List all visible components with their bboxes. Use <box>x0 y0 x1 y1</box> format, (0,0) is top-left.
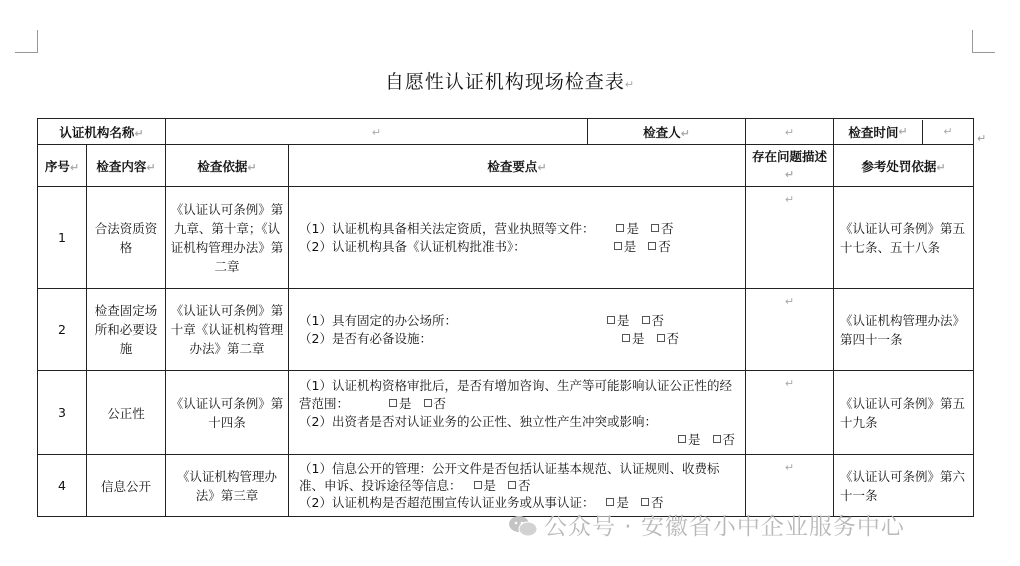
row-basis: 《认证认可条例》第九章、第十章；《认证机构管理办法》第二章 <box>166 187 289 289</box>
org-name-label: 认证机构名称↵ <box>38 119 166 145</box>
row-content: 检查固定场所和必要设施 <box>87 289 166 371</box>
col-no: 序号↵ <box>38 145 87 187</box>
inspection-table <box>37 118 974 517</box>
yes-checkbox[interactable]: 是 <box>606 494 629 511</box>
no-checkbox[interactable]: 否 <box>713 431 736 449</box>
col-content: 检查内容↵ <box>87 145 166 187</box>
document-title <box>0 67 1020 94</box>
row-basis: 《认证机构管理办法》第三章 <box>166 455 289 517</box>
yes-checkbox[interactable]: 是 <box>474 477 497 494</box>
inspector-label: 检查人↵ <box>588 119 746 145</box>
row-penalty: 《认证认可条例》第五十七条、五十八条 <box>834 187 974 289</box>
no-checkbox[interactable]: 否 <box>641 494 664 511</box>
no-checkbox[interactable]: 否 <box>648 238 671 256</box>
col-points: 检查要点↵ <box>289 145 746 187</box>
row-penalty: 《认证认可条例》第五十九条 <box>834 371 974 455</box>
row-points: （1）信息公开的管理：公开文件是否包括认证基本规范、认证规则、收费标准、申诉、投诉途径等信息： 是 否 （2）认证机构是否超范围宣传认证业务或从事认证： 是 否 <box>289 455 746 517</box>
wechat-icon <box>508 515 538 537</box>
row-end-mark-icon: ↵ <box>977 132 987 145</box>
yes-checkbox[interactable]: 是 <box>678 431 701 449</box>
no-checkbox[interactable]: 否 <box>657 330 680 348</box>
time-value[interactable]: ↵ <box>943 125 953 138</box>
row-no: 2 <box>38 289 87 371</box>
row-basis: 《认证认可条例》第十四条 <box>166 371 289 455</box>
no-checkbox[interactable]: 否 <box>651 220 674 238</box>
yes-checkbox[interactable]: 是 <box>616 220 639 238</box>
row-issue[interactable]: ↵ <box>746 289 834 371</box>
row-no: 1 <box>38 187 87 289</box>
col-penalty: 参考处罚依据↵ <box>834 145 974 187</box>
inspector-value[interactable]: ↵ <box>746 119 834 145</box>
document-title-text: 自愿性认证机构现场检查表 <box>384 71 625 93</box>
row-issue[interactable]: ↵ <box>746 187 834 289</box>
col-basis: 检查依据↵ <box>166 145 289 187</box>
col-issue: 存在问题描述↵ <box>746 145 834 187</box>
org-name-value[interactable]: ↵ <box>166 119 588 145</box>
row-no: 4 <box>38 455 87 517</box>
no-checkbox[interactable]: 否 <box>508 477 531 494</box>
header-info-row <box>38 119 974 145</box>
yes-checkbox[interactable]: 是 <box>614 238 637 256</box>
no-checkbox[interactable]: 否 <box>642 312 665 330</box>
row-no: 3 <box>38 371 87 455</box>
watermark-text: 公众号 · 安徽省小中企业服务中心 <box>544 514 905 540</box>
paragraph-mark-icon: ↵ <box>624 78 636 91</box>
row-points: （1）具有固定的办公场所： 是 否 （2）是否有必备设施： 是 否 <box>289 289 746 371</box>
row-issue[interactable]: ↵ <box>746 371 834 455</box>
row-points: （1）认证机构资格审批后，是否有增加咨询、生产等可能影响认证公正性的经营范围： 是 否 （2）出资者是否对认证业务的公正性、独立性产生冲突或影响： 是 否 <box>289 371 746 455</box>
row-penalty: 《认证机构管理办法》第四十一条 <box>834 289 974 371</box>
row-basis: 《认证认可条例》第十章《认证机构管理办法》第二章 <box>166 289 289 371</box>
table-row <box>38 187 974 289</box>
table-row <box>38 371 974 455</box>
yes-checkbox[interactable]: 是 <box>607 312 630 330</box>
row-content: 信息公开 <box>87 455 166 517</box>
crop-mark-top-right <box>972 30 995 53</box>
time-label: 检查时间 ↵ <box>834 120 923 144</box>
no-checkbox[interactable]: 否 <box>424 395 447 413</box>
row-content: 公正性 <box>87 371 166 455</box>
crop-mark-top-left <box>15 30 38 53</box>
watermark <box>508 508 905 541</box>
table-row <box>38 289 974 371</box>
row-issue[interactable]: ↵ <box>746 455 834 517</box>
row-content: 合法资质资格 <box>87 187 166 289</box>
yes-checkbox[interactable]: 是 <box>622 330 645 348</box>
yes-checkbox[interactable]: 是 <box>389 395 412 413</box>
row-points: （1）认证机构具备相关法定资质，营业执照等文件： 是 否 （2）认证机构具备《认证机构批准书》： 是 否 <box>289 187 746 289</box>
row-penalty: 《认证认可条例》第六十一条 <box>834 455 974 517</box>
column-header-row <box>38 145 974 187</box>
time-cell <box>834 119 974 145</box>
